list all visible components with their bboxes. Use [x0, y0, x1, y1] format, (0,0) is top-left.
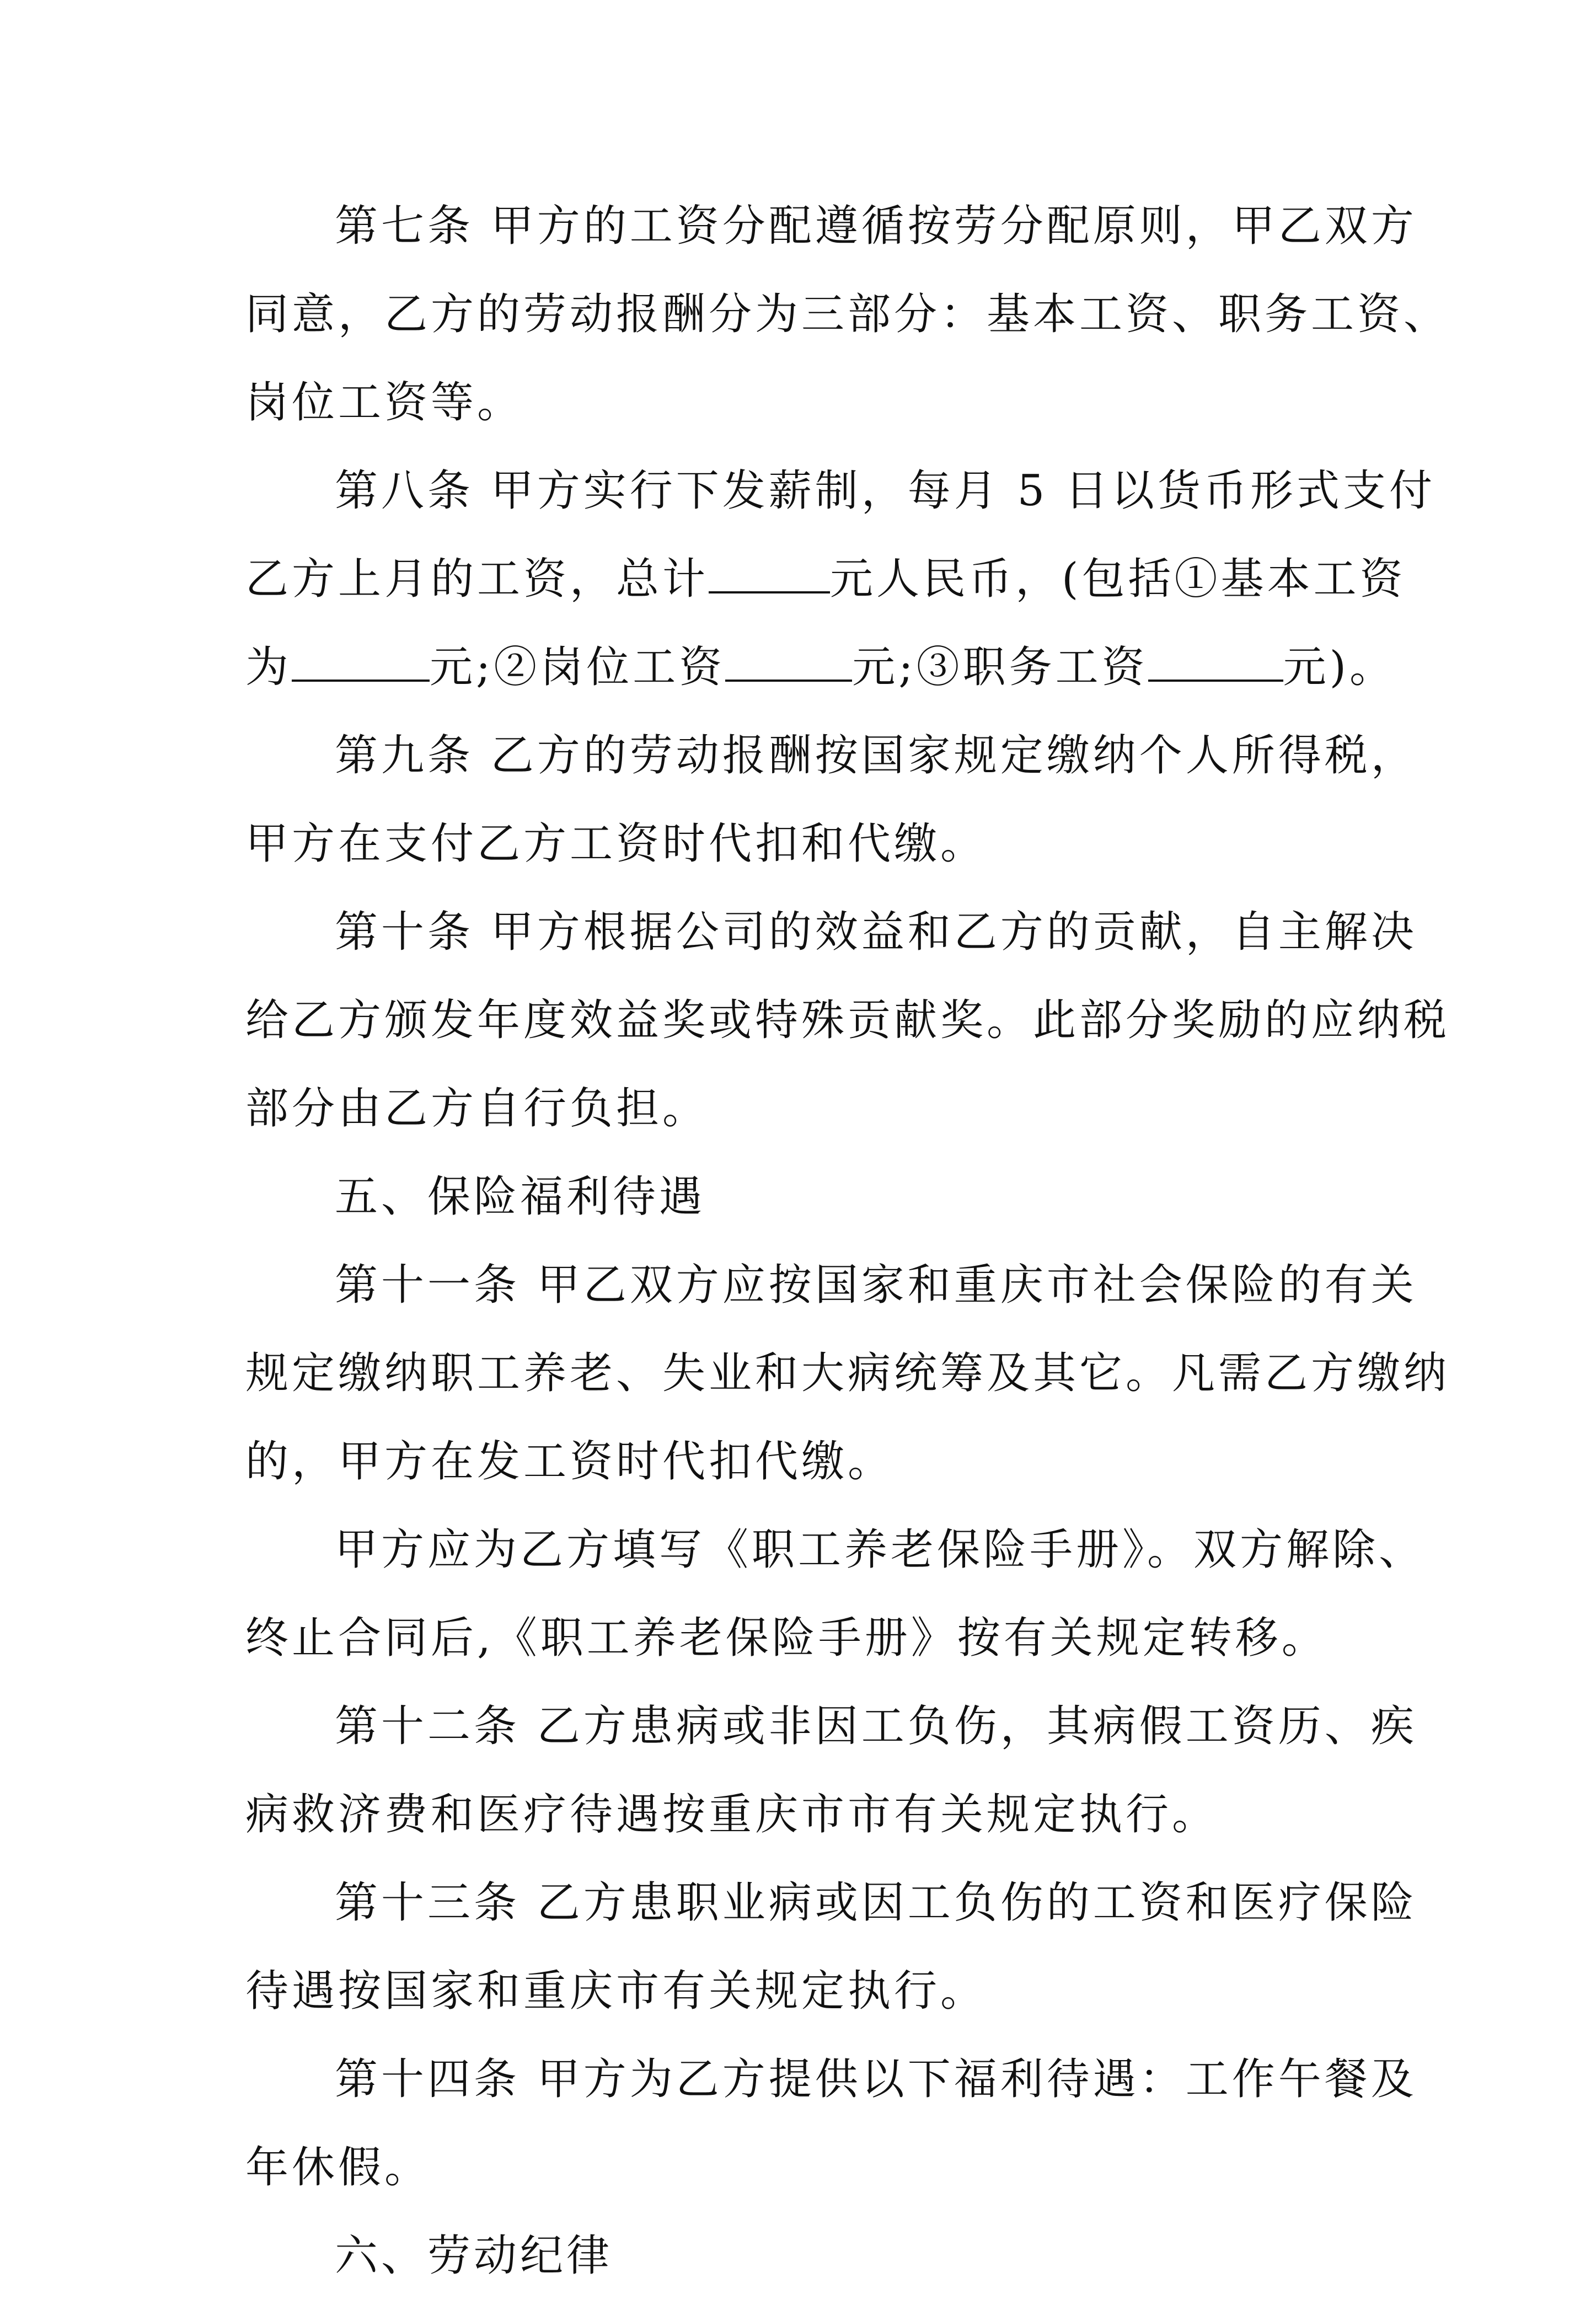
article-7-line-2: 同意，乙方的劳动报酬分为三部分：基本工资、职务工资、	[245, 290, 1450, 339]
article-14-line-1: 第十四条 甲方为乙方提供以下福利待遇：工作午餐及	[335, 2055, 1417, 2104]
article-11-line-1: 第十一条 甲乙双方应按国家和重庆市社会保险的有关	[335, 1260, 1417, 1310]
article-13	[245, 1859, 1417, 2035]
position-salary-blank[interactable]	[725, 641, 852, 682]
article-11-supplement	[245, 1506, 1426, 1682]
article-9	[245, 712, 1417, 888]
article-7	[245, 182, 1450, 447]
article-8-text-c: 为	[245, 643, 292, 692]
article-8-line-3	[245, 623, 1409, 712]
duty-salary-blank[interactable]	[1148, 641, 1283, 682]
article-10-line-1: 第十条 甲方根据公司的效益和乙方的贡献，自主解决	[335, 907, 1417, 957]
article-8	[245, 447, 1436, 712]
article-11-supplement-line-2: 终止合同后,《职工养老保险手册》按有关规定转移。	[245, 1613, 1328, 1663]
article-7-line-3: 岗位工资等。	[245, 378, 524, 427]
section-6-heading: 六、劳动纪律	[335, 2231, 613, 2281]
article-8-text-a: 乙方上月的工资，总计	[245, 554, 709, 604]
article-8-text-d: 元;②岗位工资	[430, 643, 726, 692]
article-11-line-3: 的，甲方在发工资时代扣代缴。	[245, 1437, 895, 1486]
article-9-line-2: 甲方在支付乙方工资时代扣和代缴。	[245, 819, 987, 869]
article-11-line-2: 规定缴纳职工养老、失业和大病统筹及其它。凡需乙方缴纳	[245, 1349, 1450, 1398]
article-10	[245, 888, 1450, 1153]
article-11-supplement-line-1: 甲方应为乙方填写《职工养老保险手册》。双方解除、	[335, 1525, 1426, 1575]
article-11	[245, 1241, 1450, 1506]
document-body	[245, 182, 1450, 2300]
article-8-text-f: 元)。	[1283, 643, 1396, 692]
article-12	[245, 1682, 1417, 1859]
article-8-line-2	[245, 535, 1409, 623]
article-10-line-2: 给乙方颁发年度效益奖或特殊贡献奖。此部分奖励的应纳税	[245, 996, 1450, 1045]
article-10-line-3: 部分由乙方自行负担。	[245, 1084, 709, 1133]
article-8-line-1: 第八条 甲方实行下发薪制，每月 5 日以货币形式支付	[335, 466, 1436, 516]
article-13-line-1: 第十三条 乙方患职业病或因工负伤的工资和医疗保险	[335, 1878, 1417, 1928]
total-salary-blank[interactable]	[709, 553, 830, 593]
basic-salary-blank[interactable]	[292, 641, 430, 682]
article-7-line-1: 第七条 甲方的工资分配遵循按劳分配原则，甲乙双方	[335, 201, 1417, 251]
section-5-heading: 五、保险福利待遇	[335, 1172, 706, 1222]
article-12-line-1: 第十二条 乙方患病或非因工负伤，其病假工资历、疾	[335, 1702, 1417, 1751]
article-8-text-b: 元人民币，(包括①基本工资	[830, 554, 1406, 604]
article-9-line-1: 第九条 乙方的劳动报酬按国家规定缴纳个人所得税，	[335, 731, 1417, 780]
article-8-text-e: 元;③职务工资	[852, 643, 1148, 692]
article-14-line-2: 年休假。	[245, 2143, 431, 2192]
article-14	[245, 2035, 1417, 2212]
article-13-line-2: 待遇按国家和重庆市有关规定执行。	[245, 1966, 987, 2016]
article-12-line-2: 病救济费和医疗待遇按重庆市市有关规定执行。	[245, 1790, 1219, 1839]
